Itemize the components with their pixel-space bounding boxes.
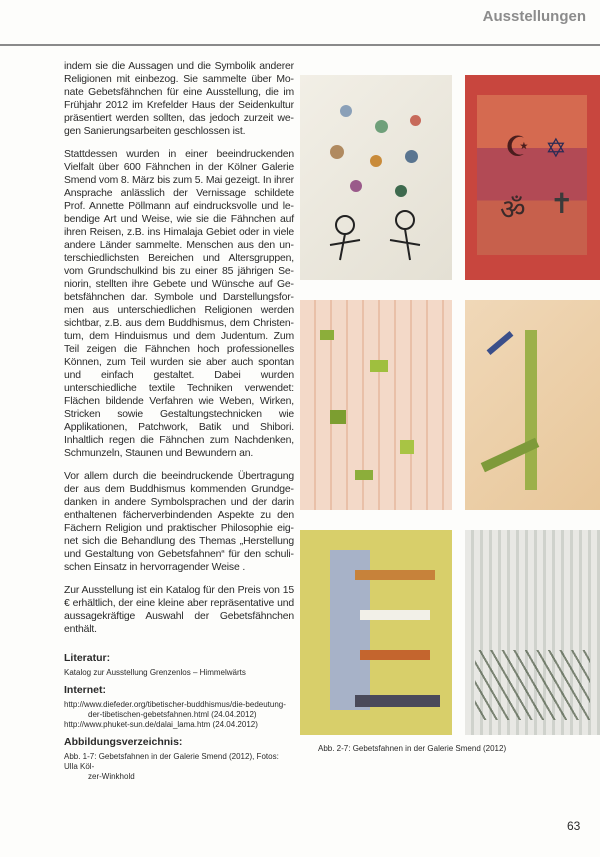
- figures-entry: Abb. 1-7: Gebetsfahnen in der Galerie Smend (2012), Fotos: Ulla Köl-: [64, 752, 279, 771]
- star-icon: ✡: [545, 133, 567, 163]
- literature-heading: Literatur:: [64, 652, 111, 664]
- internet-section: [64, 684, 294, 730]
- internet-link[interactable]: http://www.diefeder.org/tibetischer-buddhismus/die-bedeutung-: [64, 700, 286, 709]
- figures-heading: Abbildungsverzeichnis:: [64, 736, 183, 748]
- figures-entry-cont: zer-Winkhold: [88, 772, 135, 781]
- left-column: [64, 60, 294, 782]
- photo-religious-symbols: [465, 75, 600, 280]
- figure-caption: Abb. 2-7: Gebetsfahnen in der Galerie Smend (2012): [318, 744, 507, 753]
- paragraph: Stattdessen wurden in einer beeindruckenden Vielfalt über 600 Fähnchen in der Kölner Galerie Smend vom 8. März bis zum 5. Mai gezeigt. In ihrer Ansprache anlässlich der Vernissage schildete Prof. Annette Pöllmann auf eindrucksvolle und lebendige Art und Weise, wie sie die Fähnchen auf ihren Reisen, z.B. ins Himalaja Gebiet oder in viele andere Länder sammelte. Menschen aus den unterschiedlichsten Bereichen und Altersgruppen, vom Grundschulkind bis zu einer 85 jährigen Seniorin, stellten ihre Gebete und Wünsche auf Gebetsfähnchen dar. Symbole und Darstellungsformen aus unterschiedlichen Religionen werden sichtbar, z.B. aus dem Buddhismus, dem Christentum, dem Hinduismus und dem Judentum. Zum Teil zeigen die Fähnchen hoch professionelles Können, zum Teil wurden sie aber auch spontan und einfach gestaltet. Dabei wurden unterschiedliche textile Techniken verwendet: Flächen bildende Verfahren wie Weben, Wirken, Stricken sowie Gestaltungstechnicken wie Applikationen, Patchwork, Batik und Shibori. Inhaltlich regen die Fähnchen zum Nachdenken, Schmunzeln, Staunen und Bewundern an.: [64, 149, 294, 459]
- photo-dots-figures: [300, 75, 452, 280]
- paragraph: indem sie die Aussagen und die Symbolik anderer Religionen mit einbezog. Sie sammelte über Monate Gebetsfähnchen für eine Ausstellung, die im Frühjahr 2012 im Krefelder Haus der Seidenkultur präsentiert werden sollten, das jedoch zurzeit wegen Sanierungsarbeiten geschlossen ist.: [64, 61, 294, 137]
- cross-icon: ✝: [550, 188, 574, 219]
- photo-green-patches: [300, 300, 452, 510]
- photo-white-strips: [465, 530, 600, 735]
- photo-ladder-flags: [465, 300, 600, 510]
- photo-yellow-fabric: [300, 530, 452, 735]
- section-title: Ausstellungen: [482, 8, 586, 25]
- literature-entry: Katalog zur Ausstellung Grenzenlos – Himmelwärts: [64, 668, 246, 677]
- paragraph: Zur Ausstellung ist ein Katalog für den Preis von 15 € erhältlich, der eine kleine aber repräsentative und aussagekräftige Auswahl der Gebetsfähnchen enthält.: [64, 585, 294, 635]
- header-rule: [0, 44, 600, 46]
- page-number: 63: [567, 819, 581, 833]
- figures-section: [64, 736, 294, 782]
- internet-link[interactable]: http://www.phuket-sun.de/dalai_lama.htm (24.04.2012): [64, 720, 258, 729]
- literature-section: [64, 652, 294, 678]
- internet-heading: Internet:: [64, 684, 106, 696]
- stick-figures-drawing: [300, 75, 452, 280]
- internet-link-cont[interactable]: der-tibetischen-gebetsfahnen.html (24.04.2012): [88, 710, 257, 719]
- paragraph: Vor allem durch die beeindruckende Übertragung der aus dem Buddhismus kommenden Grundgedanken in andere Symbolsprachen und der darin enthaltenen fächerverbindenden Aspekte zu den Fächern Religion und praktischer Philosophie eignet sich die Behandlung des Themas „Herstellung und Gestaltung von Gebetsfahnen“ für den schulischen Einsatz in hervorragender Weise .: [64, 471, 294, 573]
- crescent-icon: ☪: [505, 131, 531, 162]
- om-icon: ॐ: [500, 194, 526, 225]
- article-body: [64, 60, 294, 646]
